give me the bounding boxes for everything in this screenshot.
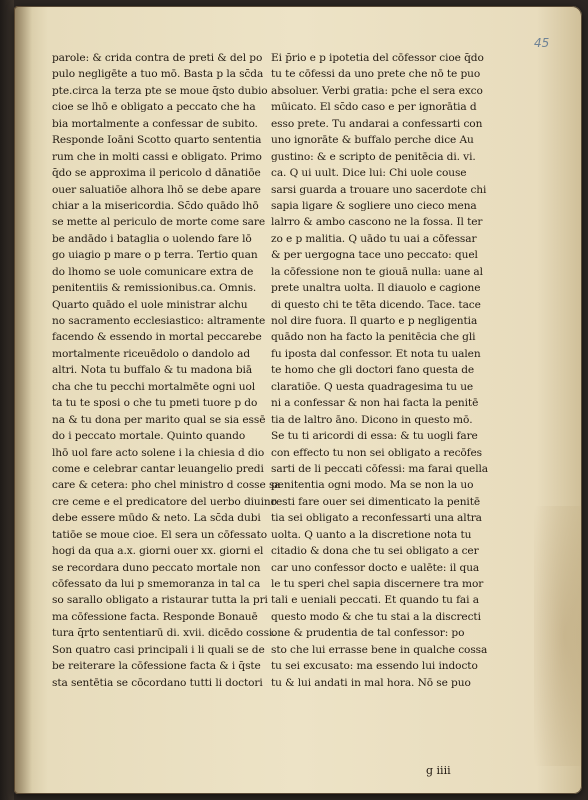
- signature-mark: g iiii: [426, 764, 451, 777]
- text-line: Se tu ti aricordi di essa: & tu uogli fare: [271, 430, 478, 443]
- text-line: mortalmente riceuēdolo o dandolo ad: [52, 347, 251, 360]
- text-line: come e celebrar cantar leuangelio predi: [52, 462, 264, 475]
- text-line: facendo & essendo in mortal peccarebe: [52, 331, 262, 344]
- text-line: tu sei excusato: ma essendo lui indocto: [271, 660, 478, 673]
- text-line: te homo che gli doctori fano questa de: [271, 364, 475, 377]
- text-line: ca. Q ui uult. Dice lui: Chi uole couse: [271, 167, 467, 180]
- text-line: ta tu te sposi o che tu pmeti tuore p do: [52, 397, 258, 410]
- text-line: chiar a la misericordia. Sc̄do quādo lhō: [52, 199, 259, 212]
- text-line: sarsi guarda a trouare uno sacerdote chi: [271, 183, 487, 196]
- text-line: mūicato. El sc̄do caso e per ignorātia d: [271, 101, 477, 114]
- text-line: cha che tu pecchi mortalmēte ogni uol: [52, 380, 256, 393]
- text-line: hogi da qua a.x. giorni ouer xx. giorni el: [52, 545, 264, 558]
- gutter-shadow: [14, 6, 32, 794]
- handwritten-folio-number: 45: [534, 36, 550, 50]
- text-line: ma cōfessione facta. Responde Bonauē: [52, 610, 258, 623]
- text-line: altri. Nota tu buffalo & tu madona biā: [52, 364, 253, 377]
- text-line: penitentiis & remissionibus.ca. Omnis.: [52, 282, 257, 295]
- text-line: la cōfessione non te giouā nulla: uane al: [271, 265, 483, 278]
- text-line: care & cetera: pho chel ministro d cosse sa: [52, 479, 281, 492]
- text-line: be reiterare la cōfessione facta & i q̄ste: [52, 660, 261, 673]
- text-line: resti fare ouer sei dimenticato la penitē: [271, 495, 481, 508]
- book-spine-edge: [0, 0, 14, 800]
- text-line: rum che in molti cassi e obligato. Primo: [52, 150, 262, 163]
- text-line: tu & lui andati in mal hora. Nō se puo: [271, 676, 471, 689]
- text-line: pte.circa la terza pte se moue q̄sto dubio: [52, 84, 268, 97]
- page-stain: [534, 506, 582, 766]
- text-line: di questo chi te tēta dicendo. Tace. tace: [271, 298, 481, 311]
- text-line: bia mortalmente a confessar de subito.: [52, 117, 258, 130]
- book-page: [14, 6, 582, 794]
- text-line: Quarto quādo el uole ministrar alchu: [52, 298, 248, 311]
- text-line: lalrro & ambo cascono ne la fossa. Il ter: [271, 216, 483, 229]
- text-line: citadio & dona che tu sei obligato a cer: [271, 545, 479, 558]
- text-line: tia de laltro āno. Dicono in questo mō.: [271, 413, 473, 426]
- text-line: fu iposta dal confessor. Et nota tu ualen: [271, 347, 481, 360]
- text-line: cōfessato da lui p smemoranza in tal ca: [52, 578, 261, 590]
- text-line: parole: & crida contra de preti & del po: [52, 52, 263, 64]
- left-text-column: [52, 50, 281, 691]
- text-line: penitentia ogni modo. Ma se non la uo: [271, 479, 474, 492]
- text-line: no sacramento ecclesiastico: altramente: [52, 315, 266, 327]
- text-line: ouer saluatiōe alhora lhō se debe apare: [52, 183, 261, 196]
- text-line: tia sei obligato a reconfessarti una altra: [271, 512, 482, 525]
- text-line: gustino: & e scripto de penitēcia di. vi.: [271, 150, 476, 163]
- text-line: one & prudentia de tal confessor: po: [271, 627, 465, 640]
- text-line: do i peccato mortale. Quinto quando: [52, 430, 246, 443]
- text-line: debe essere mūdo & neto. La sc̄da dubi: [52, 512, 261, 525]
- text-line: esso prete. Tu andarai a confessarti con: [271, 117, 483, 130]
- text-line: tali e ueniali peccati. Et quando tu fai a: [271, 594, 479, 607]
- text-line: Responde Ioāni Scotto quarto sententia: [52, 134, 262, 147]
- text-line: nol dire fuora. Il quarto e p negligentia: [271, 315, 478, 327]
- text-line: Ei p̄rio e p ipotetia del cōfessor cioe q̄do: [271, 52, 484, 64]
- text-line: sto che lui errasse bene in qualche cossa: [271, 643, 488, 656]
- text-line: pulo negligēte a tuo mō. Basta p la sc̄da: [52, 68, 264, 81]
- text-line: quādo non ha facto la penitēcia che gli: [271, 331, 476, 344]
- text-line: q̄do se approxima il pericolo d dānatiōe: [52, 167, 261, 180]
- text-line: cioe se lhō e obligato a peccato che ha: [52, 101, 256, 114]
- text-line: sarti de li peccati cōfessi: ma farai quella: [271, 462, 489, 475]
- text-line: & per uergogna tace uno peccato: quel: [271, 249, 478, 262]
- text-line: se recordara duno peccato mortale non: [52, 561, 261, 574]
- text-line: con effecto tu non sei obligato a recōfes: [271, 446, 483, 459]
- text-line: tura q̄rto sententiarū di. xvii. dicēdo cossi.: [52, 627, 276, 640]
- text-line: go uiagio p mare o p terra. Tertio quan: [52, 249, 258, 262]
- text-line: so sarallo obligato a ristaurar tutta la pri: [52, 594, 268, 607]
- text-line: claratiōe. Q uesta quadragesima tu ue: [271, 380, 474, 393]
- text-line: car uno confessor docto e ualēte: il qua: [271, 561, 480, 574]
- text-line: cre ceme e el predicatore del uerbo diuino: [52, 495, 277, 508]
- text-line: do lhomo se uole comunicare extra de: [52, 265, 254, 278]
- text-line: lhō uol fare acto solene i la chiesia d dio: [52, 446, 265, 459]
- text-line: tatiōe se moue cioe. El sera un cōfessato: [52, 528, 268, 541]
- text-line: tu te cōfessi da uno prete che nō te puo: [271, 68, 481, 81]
- text-line: sapia ligare & sogliere uno cieco mena: [271, 199, 477, 212]
- text-line: prete unaltra uolta. Il diauolo e cagione: [271, 282, 481, 295]
- text-line: le tu speri chel sapia discernere tra mor: [271, 578, 484, 590]
- text-line: zo e p malitia. Q uādo tu uai a cōfessar: [271, 232, 477, 245]
- text-line: absoluer. Verbi gratia: pche el sera exco: [271, 84, 483, 97]
- text-line: questo modo & che tu stai a la discrecti: [271, 610, 481, 623]
- right-text-column: [271, 50, 507, 691]
- text-line: Son quatro casi principali i li quali se de: [52, 643, 265, 656]
- text-line: se mette al periculo de morte come sare: [52, 216, 265, 229]
- text-line: uno ignorāte & buffalo perche dice Au: [271, 134, 474, 147]
- text-line: ni a confessar & non hai facta la penitē: [271, 397, 479, 410]
- text-line: na & tu dona per marito qual se sia essē: [52, 413, 266, 426]
- text-line: uolta. Q uanto a la discretione nota tu: [271, 528, 472, 541]
- text-line: be andādo i bataglia o uolendo fare lō: [52, 232, 252, 245]
- text-line: sta sentētia se cōcordano tutti li doctori: [52, 676, 263, 689]
